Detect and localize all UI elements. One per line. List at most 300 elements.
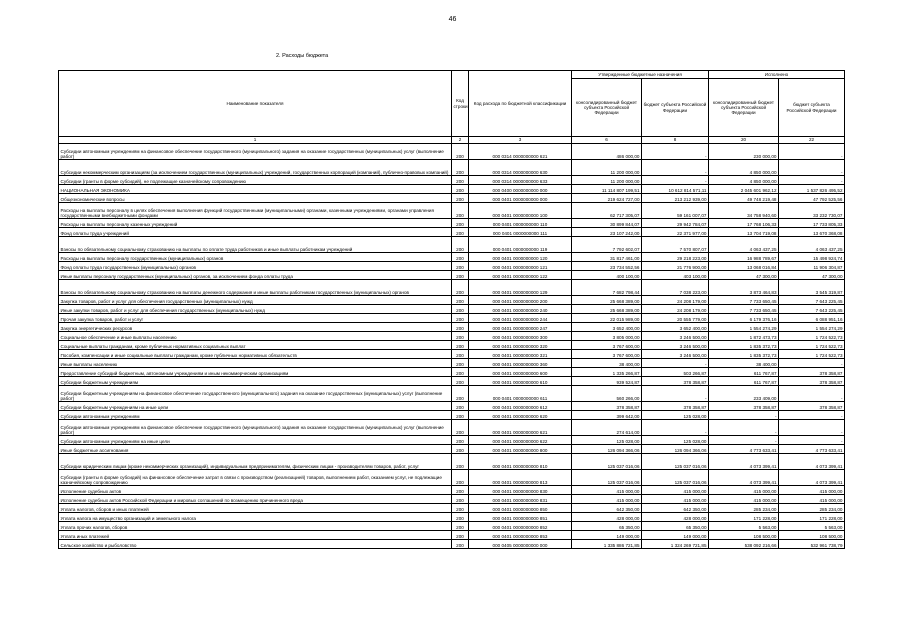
row-code: 200 — [452, 262, 469, 271]
budget-class-code: 000 0401 0000000000 320 — [469, 341, 572, 350]
row-name: Фонд оплаты труда государственных (муниципальных) органов — [59, 262, 452, 271]
executed-subject-value: 1 724 522,73 — [779, 341, 845, 350]
budget-class-code: 000 0401 0000000000 850 — [469, 504, 572, 513]
budget-class-code: 000 0401 0000000000 813 — [469, 470, 572, 486]
budget-class-code: 000 0400 0000000000 000 — [469, 185, 572, 194]
executed-consolidated-value: 5 563,00 — [709, 522, 779, 531]
row-code: 200 — [452, 176, 469, 185]
approved-consolidated-value: 125 037 016,06 — [572, 470, 642, 486]
row-code: 200 — [452, 280, 469, 296]
row-name: Иные выплаты персоналу государственных (муниципальных) органов, за исключением фонда оплаты труда — [59, 271, 452, 280]
table-row — [59, 470, 845, 486]
budget-class-code: 000 0401 0000000000 110 — [469, 219, 572, 228]
header-row-code: Код строки — [452, 71, 469, 137]
executed-subject-value: 13 670 368,08 — [779, 228, 845, 237]
row-code: 200 — [452, 436, 469, 445]
column-number: 6 — [572, 137, 642, 144]
approved-subject-value: 125 028,00 — [642, 436, 709, 445]
row-name: Уплата иных платежей — [59, 531, 452, 540]
row-name: Взносы по обязательному социальному страхованию на выплаты по оплате труда работников и иные выплаты работникам учреждений — [59, 237, 452, 253]
executed-consolidated-value: 6 179 376,16 — [709, 314, 779, 323]
executed-consolidated-value: 108 500,00 — [709, 531, 779, 540]
budget-class-code: 000 0401 0000000000 321 — [469, 350, 572, 359]
executed-consolidated-value: 49 748 219,48 — [709, 194, 779, 203]
table-row — [59, 176, 845, 185]
table-row — [59, 219, 845, 228]
approved-subject-value: 378 358,87 — [642, 377, 709, 386]
row-code: 200 — [452, 411, 469, 420]
executed-consolidated-value: 4 073 399,41 — [709, 470, 779, 486]
budget-class-code: 000 0401 0000000000 853 — [469, 531, 572, 540]
executed-subject-value: 4 073 399,41 — [779, 470, 845, 486]
table-row — [59, 495, 845, 504]
table-row — [59, 296, 845, 305]
row-name: Субсидии автономным учреждениям на финансовое обеспечение государственного (муниципального) задания на оказание государственных (муниципальных) услуг (выполнение работ) — [59, 144, 452, 160]
approved-subject-value: 7 038 223,00 — [642, 280, 709, 296]
executed-consolidated-value: 4 850 000,00 — [709, 160, 779, 176]
executed-consolidated-value: 1 835 372,73 — [709, 341, 779, 350]
budget-class-code: 000 0401 0000000000 600 — [469, 368, 572, 377]
row-name: Субсидии юридическим лицам (кроме некоммерческих организаций), индивидуальным предпринимателям, физическим лицам - производителям товаров, работ, услуг — [59, 454, 452, 470]
budget-class-code: 000 0401 0000000000 247 — [469, 323, 572, 332]
approved-consolidated-value: 642 350,00 — [572, 504, 642, 513]
executed-consolidated-value: 4 773 633,41 — [709, 445, 779, 454]
approved-subject-value: 24 208 179,00 — [642, 296, 709, 305]
executed-consolidated-value: 233 409,00 — [709, 386, 779, 402]
approved-consolidated-value: 62 717 305,07 — [572, 203, 642, 219]
row-name: Пособия, компенсации и иные социальные выплаты гражданам, кроме публичных нормативных обязательств — [59, 350, 452, 359]
row-name: Фонд оплаты труда учреждений — [59, 228, 452, 237]
executed-subject-value: - — [779, 436, 845, 445]
table-row — [59, 253, 845, 262]
executed-consolidated-value: 611 767,87 — [709, 368, 779, 377]
approved-consolidated-value: 11 200 000,00 — [572, 160, 642, 176]
executed-consolidated-value: 7 733 650,45 — [709, 296, 779, 305]
row-name: Общеэкономические вопросы — [59, 194, 452, 203]
approved-consolidated-value: 11 200 000,00 — [572, 176, 642, 185]
row-name: Исполнение судебных актов — [59, 486, 452, 495]
approved-subject-value: 65 350,00 — [642, 522, 709, 531]
table-row — [59, 237, 845, 253]
approved-consolidated-value: 125 037 016,06 — [572, 454, 642, 470]
approved-subject-value: 3 246 500,00 — [642, 332, 709, 341]
executed-subject-value: - — [779, 160, 845, 176]
approved-consolidated-value: 31 817 461,00 — [572, 253, 642, 262]
budget-class-code: 000 0401 0000000000 240 — [469, 305, 572, 314]
approved-subject-value: 126 094 366,06 — [642, 445, 709, 454]
executed-subject-value: 7 643 225,45 — [779, 296, 845, 305]
executed-consolidated-value: 415 000,00 — [709, 486, 779, 495]
approved-subject-value: 3 652 400,00 — [642, 323, 709, 332]
table-row — [59, 305, 845, 314]
row-code: 200 — [452, 305, 469, 314]
budget-class-code: 000 0401 0000000000 119 — [469, 237, 572, 253]
approved-subject-value: 403 100,00 — [642, 271, 709, 280]
executed-subject-value: 1 724 522,73 — [779, 350, 845, 359]
table-row — [59, 522, 845, 531]
approved-subject-value: 149 000,00 — [642, 531, 709, 540]
row-name: Расходы на выплаты персоналу в целях обеспечения выполнения функций государственными (муниципальными) органами, казенными учреждениями, органами управления государственными внебюджетными фондами — [59, 203, 452, 219]
header-executed-subject: бюджет субъекта Российской Федерации — [779, 79, 845, 137]
executed-subject-value: 3 545 319,87 — [779, 280, 845, 296]
executed-subject-value: 6 088 951,16 — [779, 314, 845, 323]
approved-subject-value: 10 612 814 571,11 — [642, 185, 709, 194]
row-name: Социальное обеспечение и иные выплаты населению — [59, 332, 452, 341]
table-row — [59, 531, 845, 540]
approved-subject-value: 22 371 977,00 — [642, 228, 709, 237]
row-code: 200 — [452, 271, 469, 280]
budget-class-code: 000 0401 0000000000 611 — [469, 386, 572, 402]
table-row — [59, 445, 845, 454]
executed-consolidated-value: 378 358,87 — [709, 402, 779, 411]
table-row — [59, 185, 845, 194]
executed-subject-value: 108 500,00 — [779, 531, 845, 540]
budget-class-code: 000 0401 0000000000 122 — [469, 271, 572, 280]
row-name: Взносы по обязательному социальному страхованию на выплаты денежного содержания и иные выплаты работникам государственных (муниципальных) органов — [59, 280, 452, 296]
approved-subject-value: 378 358,87 — [642, 402, 709, 411]
table-row — [59, 144, 845, 160]
row-name: Социальные выплаты гражданам, кроме публичных нормативных социальных выплат — [59, 341, 452, 350]
budget-expenses-table — [58, 70, 845, 549]
budget-class-code: 000 0401 0000000000 800 — [469, 445, 572, 454]
page-number: 46 — [448, 16, 457, 23]
executed-subject-value: - — [779, 411, 845, 420]
executed-consolidated-value: 2 045 601 962,12 — [709, 185, 779, 194]
budget-class-code: 000 0401 0000000000 612 — [469, 402, 572, 411]
header-executed-group: Исполнено — [709, 71, 845, 79]
budget-class-code: 000 0401 0000000000 810 — [469, 454, 572, 470]
executed-consolidated-value: 7 733 650,45 — [709, 305, 779, 314]
table-row — [59, 486, 845, 495]
budget-class-code: 000 0314 0000000000 630 — [469, 160, 572, 176]
row-name: Субсидии некоммерческим организациям (за исключением государственных (муниципальных) учреждений, государственных корпораций (компаний), публично-правовых компаний) — [59, 160, 452, 176]
executed-subject-value: - — [779, 144, 845, 160]
budget-class-code: 000 0401 0000000000 851 — [469, 513, 572, 522]
approved-consolidated-value: 22 015 989,00 — [572, 314, 642, 323]
approved-consolidated-value: 25 668 389,00 — [572, 305, 642, 314]
row-code: 200 — [452, 314, 469, 323]
row-name: Сельское хозяйство и рыболовство — [59, 540, 452, 549]
row-name: Иные выплаты населению — [59, 359, 452, 368]
table-row — [59, 377, 845, 386]
row-name: Уплата прочих налогов, сборов — [59, 522, 452, 531]
row-code: 200 — [452, 540, 469, 549]
row-name: Субсидии бюджетным учреждениям — [59, 377, 452, 386]
approved-subject-value: 20 555 779,00 — [642, 314, 709, 323]
approved-subject-value: 642 350,00 — [642, 504, 709, 513]
approved-subject-value: 1 324 269 721,85 — [642, 540, 709, 549]
approved-subject-value: 21 776 900,00 — [642, 262, 709, 271]
row-code: 200 — [452, 359, 469, 368]
approved-subject-value: 7 570 807,07 — [642, 237, 709, 253]
approved-consolidated-value: 125 028,00 — [572, 436, 642, 445]
approved-subject-value: 428 000,00 — [642, 513, 709, 522]
row-name: Закупка энергетических ресурсов — [59, 323, 452, 332]
budget-class-code: 000 0405 0000000000 000 — [469, 540, 572, 549]
table-row — [59, 368, 845, 377]
row-name: Закупка товаров, работ и услуг для обеспечения государственных (муниципальных) нужд — [59, 296, 452, 305]
column-number: 20 — [709, 137, 779, 144]
approved-consolidated-value: 30 899 844,07 — [572, 219, 642, 228]
approved-subject-value: - — [642, 420, 709, 436]
approved-consolidated-value: 400 100,00 — [572, 271, 642, 280]
row-code: 200 — [452, 228, 469, 237]
budget-class-code: 000 0401 0000000000 622 — [469, 436, 572, 445]
budget-class-code: 000 0401 0000000000 244 — [469, 314, 572, 323]
row-name: Уплата налога на имущество организаций и земельного налога — [59, 513, 452, 522]
approved-subject-value: 29 218 223,00 — [642, 253, 709, 262]
approved-consolidated-value: 149 000,00 — [572, 531, 642, 540]
table-row — [59, 411, 845, 420]
approved-consolidated-value: 126 094 366,06 — [572, 445, 642, 454]
table-row — [59, 280, 845, 296]
executed-subject-value: 285 234,00 — [779, 504, 845, 513]
approved-subject-value: 3 246 500,00 — [642, 341, 709, 350]
row-name: Субсидии бюджетным учреждениям на иные цели — [59, 402, 452, 411]
table-row — [59, 194, 845, 203]
budget-class-code: 000 0401 0000000000 610 — [469, 377, 572, 386]
approved-consolidated-value: 415 000,00 — [572, 495, 642, 504]
executed-subject-value: 532 961 738,79 — [779, 540, 845, 549]
table-row — [59, 314, 845, 323]
row-code: 200 — [452, 368, 469, 377]
approved-consolidated-value: 25 668 389,00 — [572, 296, 642, 305]
executed-consolidated-value: 1 554 274,29 — [709, 323, 779, 332]
row-code: 200 — [452, 185, 469, 194]
executed-subject-value: 1 724 522,73 — [779, 332, 845, 341]
approved-subject-value: 3 246 500,00 — [642, 350, 709, 359]
column-number: 22 — [779, 137, 845, 144]
executed-consolidated-value: 17 768 106,33 — [709, 219, 779, 228]
row-code: 200 — [452, 504, 469, 513]
executed-subject-value: 4 773 633,41 — [779, 445, 845, 454]
executed-consolidated-value: 611 767,87 — [709, 377, 779, 386]
row-name: Субсидии (гранты в форме субсидий) на финансовое обеспечение затрат в связи с производством (реализацией) товаров, выполнением работ, оказанием услуг, не подлежащие казначейскому сопровождению — [59, 470, 452, 486]
row-code: 200 — [452, 332, 469, 341]
executed-consolidated-value: 1 835 372,73 — [709, 350, 779, 359]
row-name: Исполнение судебных актов Российской Федерации и мировых соглашений по возмещению причиненного вреда — [59, 495, 452, 504]
budget-class-code: 000 0401 0000000000 121 — [469, 262, 572, 271]
approved-consolidated-value: 65 350,00 — [572, 522, 642, 531]
executed-consolidated-value: 34 758 940,60 — [709, 203, 779, 219]
section-title: 2. Расходы бюджета — [276, 53, 329, 59]
row-name: Субсидии бюджетным учреждениям на финансовое обеспечение государственного (муниципального) задания на оказание государственных (муниципальных) услуг (выполнение работ) — [59, 386, 452, 402]
executed-consolidated-value: 3 873 464,83 — [709, 280, 779, 296]
row-code: 200 — [452, 341, 469, 350]
approved-consolidated-value: 3 805 000,00 — [572, 332, 642, 341]
executed-consolidated-value: 4 850 000,00 — [709, 176, 779, 185]
row-code: 200 — [452, 531, 469, 540]
row-name: Субсидии автономным учреждениям на иные цели — [59, 436, 452, 445]
approved-consolidated-value: 1 335 266,87 — [572, 368, 642, 377]
approved-subject-value: 125 037 016,06 — [642, 454, 709, 470]
column-number: 3 — [469, 137, 572, 144]
table-row — [59, 540, 845, 549]
row-code: 200 — [452, 144, 469, 160]
executed-subject-value: 1 537 826 495,52 — [779, 185, 845, 194]
executed-subject-value: 378 358,87 — [779, 368, 845, 377]
approved-consolidated-value: 219 624 727,00 — [572, 194, 642, 203]
table-row — [59, 160, 845, 176]
row-code: 200 — [452, 377, 469, 386]
approved-consolidated-value: 486 000,00 — [572, 144, 642, 160]
executed-consolidated-value: 47 300,00 — [709, 271, 779, 280]
executed-subject-value: 415 000,00 — [779, 495, 845, 504]
approved-consolidated-value: 415 000,00 — [572, 486, 642, 495]
row-name: Расходы на выплаты персоналу казенных учреждений — [59, 219, 452, 228]
approved-consolidated-value: 7 792 602,07 — [572, 237, 642, 253]
executed-subject-value: 11 906 304,87 — [779, 262, 845, 271]
executed-subject-value: 47 300,00 — [779, 271, 845, 280]
table-row — [59, 228, 845, 237]
table-row — [59, 203, 845, 219]
budget-class-code: 000 0401 0000000000 300 — [469, 332, 572, 341]
row-code: 200 — [452, 402, 469, 411]
budget-class-code: 000 0401 0000000000 000 — [469, 194, 572, 203]
budget-class-code: 000 0401 0000000000 360 — [469, 359, 572, 368]
table-row — [59, 271, 845, 280]
row-code: 200 — [452, 237, 469, 253]
executed-consolidated-value: 13 704 719,08 — [709, 228, 779, 237]
budget-class-code: 000 0314 0000000000 621 — [469, 144, 572, 160]
executed-subject-value: - — [779, 176, 845, 185]
header-approved-subject: бюджет субъекта Российской Федерации — [642, 79, 709, 137]
executed-consolidated-value: 1 872 473,73 — [709, 332, 779, 341]
approved-subject-value: 59 161 007,07 — [642, 203, 709, 219]
header-name: Наименование показателя — [59, 71, 452, 137]
executed-consolidated-value: 415 000,00 — [709, 495, 779, 504]
budget-class-code: 000 0401 0000000000 620 — [469, 411, 572, 420]
executed-subject-value: - — [779, 386, 845, 402]
column-number: 8 — [642, 137, 709, 144]
approved-subject-value: - — [642, 144, 709, 160]
executed-subject-value: 171 228,00 — [779, 513, 845, 522]
header-budget-class-code: Код расхода по бюджетной классификации — [469, 71, 572, 137]
row-name: Предоставление субсидий бюджетным, автономным учреждениям и иным некоммерческим организациям — [59, 368, 452, 377]
table-row — [59, 513, 845, 522]
header-approved-consolidated: консолидированный бюджет субъекта Российской Федерации — [572, 79, 642, 137]
budget-class-code: 000 0401 0000000000 621 — [469, 420, 572, 436]
executed-consolidated-value: 285 234,00 — [709, 504, 779, 513]
row-name: Иные бюджетные ассигнования — [59, 445, 452, 454]
approved-consolidated-value: 274 614,00 — [572, 420, 642, 436]
row-code: 200 — [452, 296, 469, 305]
approved-subject-value: - — [642, 359, 709, 368]
executed-consolidated-value: - — [709, 436, 779, 445]
row-name: Иные закупки товаров, работ и услуг для обеспечения государственных (муниципальных) нужд — [59, 305, 452, 314]
row-name: Прочая закупка товаров, работ и услуг — [59, 314, 452, 323]
executed-consolidated-value: 16 988 789,67 — [709, 253, 779, 262]
row-code: 200 — [452, 513, 469, 522]
budget-class-code: 000 0401 0000000000 831 — [469, 495, 572, 504]
row-code: 200 — [452, 454, 469, 470]
approved-consolidated-value: 939 524,87 — [572, 377, 642, 386]
executed-subject-value: 4 073 399,41 — [779, 454, 845, 470]
executed-subject-value: 5 563,00 — [779, 522, 845, 531]
approved-consolidated-value: 399 642,00 — [572, 411, 642, 420]
approved-consolidated-value: 1 335 886 721,85 — [572, 540, 642, 549]
approved-subject-value: 125 028,00 — [642, 411, 709, 420]
approved-subject-value: 503 266,87 — [642, 368, 709, 377]
row-code: 200 — [452, 486, 469, 495]
executed-subject-value: 1 554 274,29 — [779, 323, 845, 332]
executed-subject-value: 17 733 805,33 — [779, 219, 845, 228]
row-code: 200 — [452, 420, 469, 436]
approved-subject-value: - — [642, 176, 709, 185]
executed-subject-value: 378 358,87 — [779, 377, 845, 386]
header-approved-group: Утвержденные бюджетные назначения — [572, 71, 709, 79]
executed-consolidated-value: 4 063 437,25 — [709, 237, 779, 253]
executed-consolidated-value: - — [709, 411, 779, 420]
row-name: НАЦИОНАЛЬНАЯ ЭКОНОМИКА — [59, 185, 452, 194]
budget-class-code: 000 0401 0000000000 852 — [469, 522, 572, 531]
row-code: 200 — [452, 350, 469, 359]
executed-subject-value: 7 643 225,45 — [779, 305, 845, 314]
table-row — [59, 332, 845, 341]
approved-subject-value: 24 208 179,00 — [642, 305, 709, 314]
approved-subject-value: - — [642, 160, 709, 176]
executed-subject-value: 378 358,87 — [779, 402, 845, 411]
budget-class-code: 000 0401 0000000000 111 — [469, 228, 572, 237]
executed-subject-value: 33 232 730,07 — [779, 203, 845, 219]
executed-consolidated-value: 538 092 216,66 — [709, 540, 779, 549]
executed-consolidated-value: - — [709, 420, 779, 436]
table-row — [59, 350, 845, 359]
approved-consolidated-value: 7 682 798,44 — [572, 280, 642, 296]
executed-subject-value: 47 792 525,56 — [779, 194, 845, 203]
column-number-row — [59, 137, 845, 144]
row-code: 200 — [452, 219, 469, 228]
executed-consolidated-value: 38 400,00 — [709, 359, 779, 368]
approved-consolidated-value: 23 734 552,56 — [572, 262, 642, 271]
row-code: 200 — [452, 386, 469, 402]
budget-class-code: 000 0401 0000000000 830 — [469, 486, 572, 495]
approved-subject-value: 29 942 784,07 — [642, 219, 709, 228]
table-row — [59, 341, 845, 350]
row-name: Субсидии автономным учреждениям на финансовое обеспечение государственного (муниципального) задания на оказание государственных (муниципальных) услуг (выполнение работ) — [59, 420, 452, 436]
row-code: 200 — [452, 323, 469, 332]
row-name: Субсидии (гранты в форме субсидий), не подлежащие казначейскому сопровождению — [59, 176, 452, 185]
approved-consolidated-value: 3 652 400,00 — [572, 323, 642, 332]
row-code: 200 — [452, 194, 469, 203]
approved-consolidated-value: 378 358,87 — [572, 402, 642, 411]
column-number: 1 — [59, 137, 452, 144]
table-row — [59, 420, 845, 436]
row-name: Уплата налогов, сборов и иных платежей — [59, 504, 452, 513]
approved-subject-value: 213 212 939,00 — [642, 194, 709, 203]
table-row — [59, 454, 845, 470]
row-code: 200 — [452, 495, 469, 504]
row-code: 200 — [452, 470, 469, 486]
executed-consolidated-value: 171 228,00 — [709, 513, 779, 522]
budget-class-code: 000 0401 0000000000 100 — [469, 203, 572, 219]
approved-subject-value: 415 000,00 — [642, 495, 709, 504]
executed-subject-value: 4 063 437,25 — [779, 237, 845, 253]
row-code: 200 — [452, 160, 469, 176]
table-row — [59, 386, 845, 402]
table-row — [59, 359, 845, 368]
table-row — [59, 436, 845, 445]
budget-class-code: 000 0401 0000000000 200 — [469, 296, 572, 305]
approved-consolidated-value: 11 114 807 199,51 — [572, 185, 642, 194]
row-code: 200 — [452, 522, 469, 531]
table-row — [59, 402, 845, 411]
row-name: Субсидии автономным учреждениям — [59, 411, 452, 420]
executed-subject-value: 15 498 924,74 — [779, 253, 845, 262]
executed-consolidated-value: 230 000,00 — [709, 144, 779, 160]
approved-consolidated-value: 560 266,00 — [572, 386, 642, 402]
row-code: 200 — [452, 253, 469, 262]
